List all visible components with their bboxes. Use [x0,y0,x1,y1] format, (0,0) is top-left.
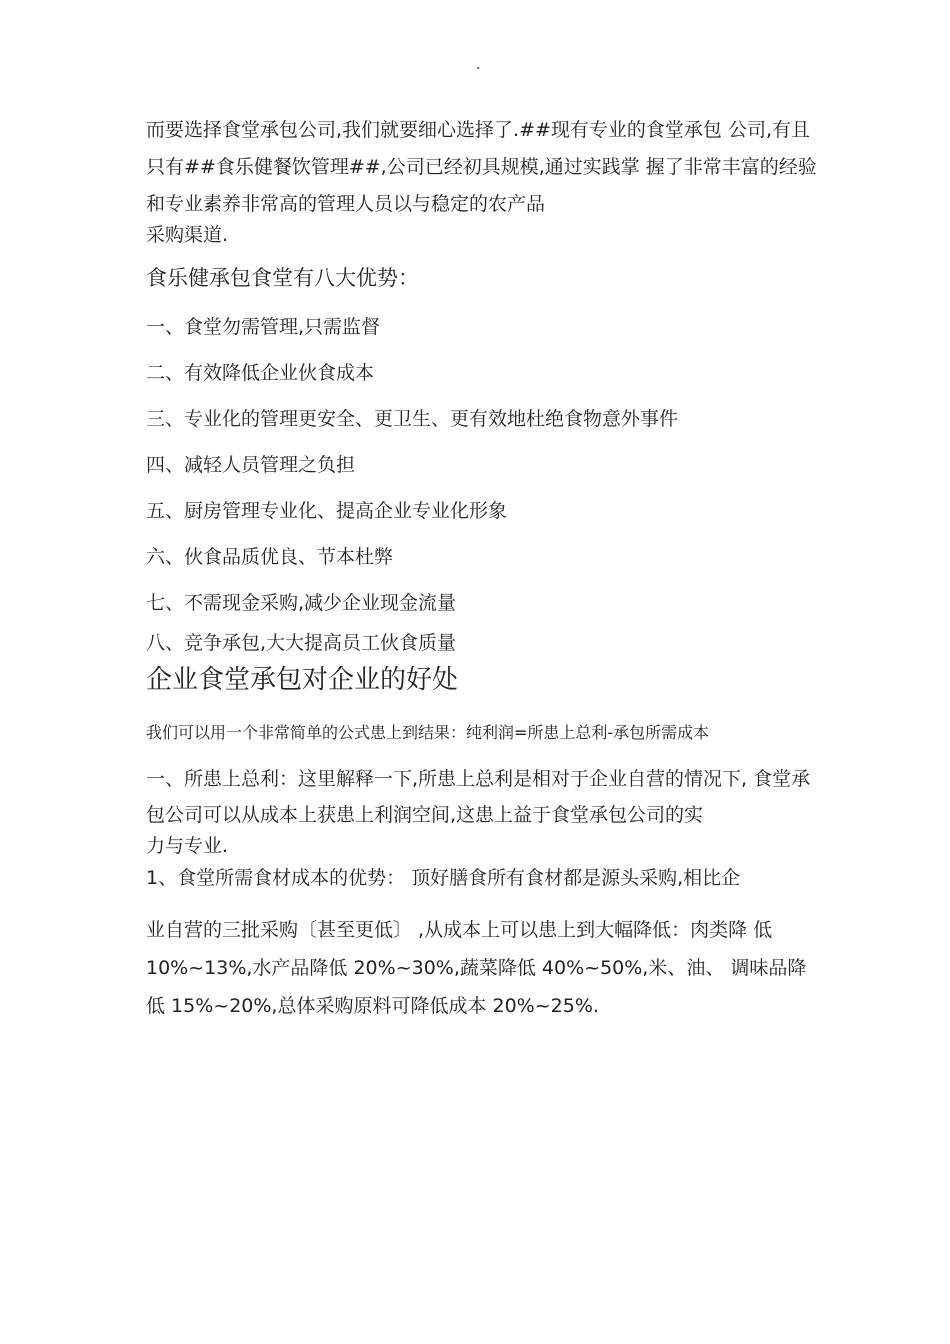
advantage-item: 五、厨房管理专业化、提高企业专业化形象 [146,500,508,522]
advantage-item: 二、有效降低企业伙食成本 [146,362,375,384]
formula-paragraph: 我们可以用一个非常简单的公式患上到结果：纯利润=所患上总利-承包所需成本 [146,723,710,742]
advantage-item: 六、伙食品质优良、节本杜弊 [146,546,394,568]
advantage-item: 三、专业化的管理更安全、更卫生、更有效地杜绝食物意外事件 [146,408,679,430]
point1-paragraph [146,761,818,859]
advantages-heading: 食乐健承包食堂有八大优势： [146,266,419,290]
intro-tail: 采购渠道. [146,224,229,246]
advantage-item: 一、食堂勿需管理,只需监督 [146,316,381,338]
intro-text: 而要选择食堂承包公司,我们就要细心选择了.##现有专业的食堂承包 公司,有且只有##食乐健餐饮管理##,公司已经初具规模,通过实践掌 握了非常丰富的经验和专业素养非常高的管理人员以与稳定的农产品 [146,119,817,215]
advantage-item: 八、竞争承包,大大提高员工伙食质量 [146,632,457,654]
sub2-paragraph: 业自营的三批采购〔甚至更低〕 ,从成本上可以患上到大幅降低：肉类降 低 10%~13%,水产品降低 20%~30%,蔬菜降低 40%~50%,米、油、 调味品降低 15%~20%,总体采购原料可降低成本 20%~25%. [146,919,807,1017]
benefits-heading: 企业食堂承包对企业的好处 [146,665,459,695]
header-mark: . [476,57,481,73]
intro-paragraph [146,112,818,247]
advantage-item: 四、减轻人员管理之负担 [146,454,356,476]
point1-tail: 力与专业. [146,835,229,857]
advantage-item: 七、不需现金采购,减少企业现金流量 [146,592,457,614]
advantages-list [146,315,818,655]
sub1-paragraph: 1、食堂所需食材成本的优势： 顶好膳食所有食材都是源头采购,相比企 [146,867,741,889]
point1-text: 一、所患上总利：这里解释一下,所患上总利是相对于企业自营的情况下, 食堂承包公司可以从成本上获患上利润空间,这患上益于食堂承包公司的实 [146,768,811,826]
document-body [146,112,818,1025]
